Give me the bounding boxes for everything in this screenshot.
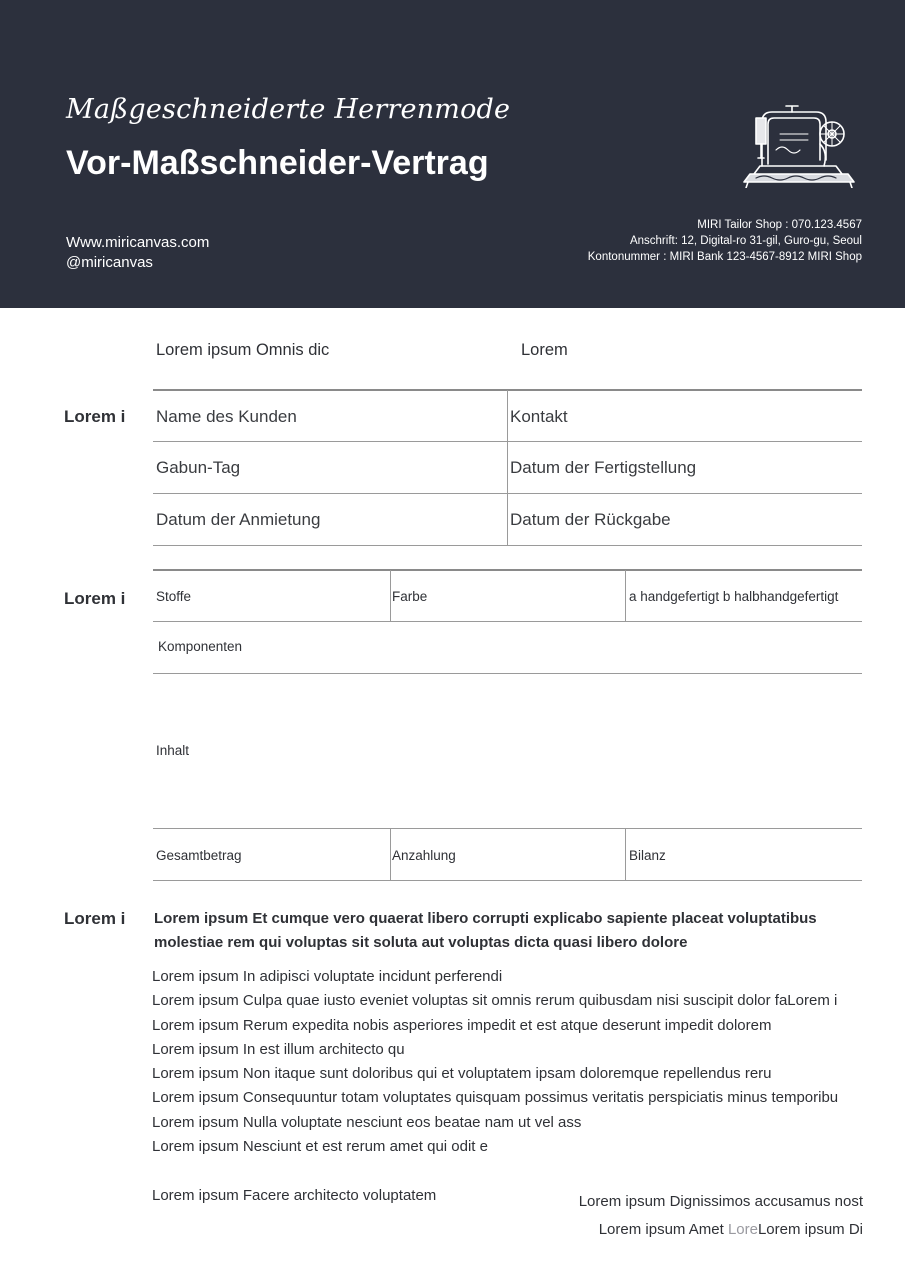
- section-1-label: Lorem i: [64, 407, 126, 426]
- field-gabun-day[interactable]: Gabun-Tag: [156, 458, 241, 477]
- sewing-machine-icon: [736, 104, 862, 188]
- website-link[interactable]: Www.miricanvas.com: [66, 234, 210, 251]
- social-handle: @miricanvas: [66, 254, 153, 271]
- terms-line: Lorem ipsum Culpa quae iusto eveniet voluptas sit omnis rerum quibusdam nisi suscipit dolor faLorem i: [152, 992, 838, 1009]
- terms-line: Lorem ipsum Non itaque sunt doloribus qui et voluptatem ipsam doloremque repellendus reru: [152, 1065, 772, 1082]
- terms-line: Lorem ipsum Rerum expedita nobis asperiores impedit et est atque deserunt impedit dolorem: [152, 1017, 772, 1034]
- contact-line-phone: MIRI Tailor Shop : 070.123.4567: [697, 219, 862, 231]
- terms-line: Lorem ipsum Consequuntur totam voluptates quisquam possimus veritatis perspiciatis minus temporibu: [152, 1089, 839, 1106]
- column-divider: [390, 829, 391, 880]
- intro-right-text: Lorem: [521, 341, 568, 359]
- terms-line: Lorem ipsum Nesciunt et est rerum amet qui odit e: [152, 1138, 488, 1155]
- column-divider: [625, 570, 626, 621]
- section-2-label: Lorem i: [64, 589, 126, 608]
- terms-intro-paragraph: Lorem ipsum Et cumque vero quaerat libero corrupti explicabo sapiente placeat voluptatibus molestiae rem qui voluptas sit soluta aut voluptas dicta quasi libero dolore: [154, 910, 817, 951]
- field-rental-date[interactable]: Datum der Anmietung: [156, 510, 321, 529]
- divider: [153, 673, 862, 674]
- field-return-date[interactable]: Datum der Rückgabe: [510, 510, 671, 529]
- divider: [153, 621, 862, 622]
- column-divider: [390, 570, 391, 621]
- column-divider: [625, 829, 626, 880]
- terms-line: Lorem ipsum In adipisci voluptate incidunt perferendi: [152, 968, 503, 985]
- column-divider: [507, 390, 508, 545]
- terms-line: Lorem ipsum In est illum architecto qu: [152, 1041, 405, 1058]
- section-3-label: Lorem i: [64, 909, 126, 928]
- field-balance[interactable]: Bilanz: [629, 848, 666, 863]
- divider: [153, 569, 862, 571]
- divider: [153, 828, 862, 829]
- shop-contact: [588, 217, 862, 265]
- field-deposit[interactable]: Anzahlung: [392, 848, 456, 863]
- script-title: Maßgeschneiderte Herrenmode: [66, 94, 511, 125]
- field-content[interactable]: Inhalt: [156, 743, 190, 758]
- header-banner: [0, 0, 905, 308]
- field-contact[interactable]: Kontakt: [510, 407, 568, 426]
- divider: [153, 545, 862, 546]
- field-customer-name[interactable]: Name des Kunden: [156, 407, 297, 426]
- divider: [153, 880, 862, 881]
- footer-signature-label: Lorem ipsum Amet: [598, 1221, 728, 1238]
- footer-right-line-2: [599, 1221, 863, 1238]
- terms-line: Lorem ipsum Nulla voluptate nesciunt eos beatae nam ut vel ass: [152, 1114, 582, 1131]
- footer-right-line-1: Lorem ipsum Dignissimos accusamus nost: [578, 1193, 863, 1210]
- field-completion-date[interactable]: Datum der Fertigstellung: [510, 458, 697, 477]
- footer-signature-placeholder: Lore: [727, 1221, 758, 1238]
- contact-line-account: Kontonummer : MIRI Bank 123-4567-8912 MIRI Shop: [587, 251, 862, 263]
- field-making-type[interactable]: a handgefertigt b halbhandgefertigt: [629, 589, 839, 604]
- field-color[interactable]: Farbe: [392, 589, 428, 604]
- field-components[interactable]: Komponenten: [158, 639, 243, 654]
- footer-left-text: Lorem ipsum Facere architecto voluptatem: [152, 1187, 437, 1204]
- page-title: Vor-Maßschneider-Vertrag: [66, 144, 489, 182]
- footer-signature-suffix: Lorem ipsum Di: [757, 1221, 863, 1238]
- field-total-amount[interactable]: Gesamtbetrag: [156, 848, 242, 863]
- web-info: [66, 233, 209, 273]
- field-fabrics[interactable]: Stoffe: [156, 589, 192, 604]
- intro-left-text: Lorem ipsum Omnis dic: [156, 341, 330, 359]
- contact-line-address: Anschrift: 12, Digital-ro 31-gil, Guro-gu, Seoul: [629, 235, 862, 247]
